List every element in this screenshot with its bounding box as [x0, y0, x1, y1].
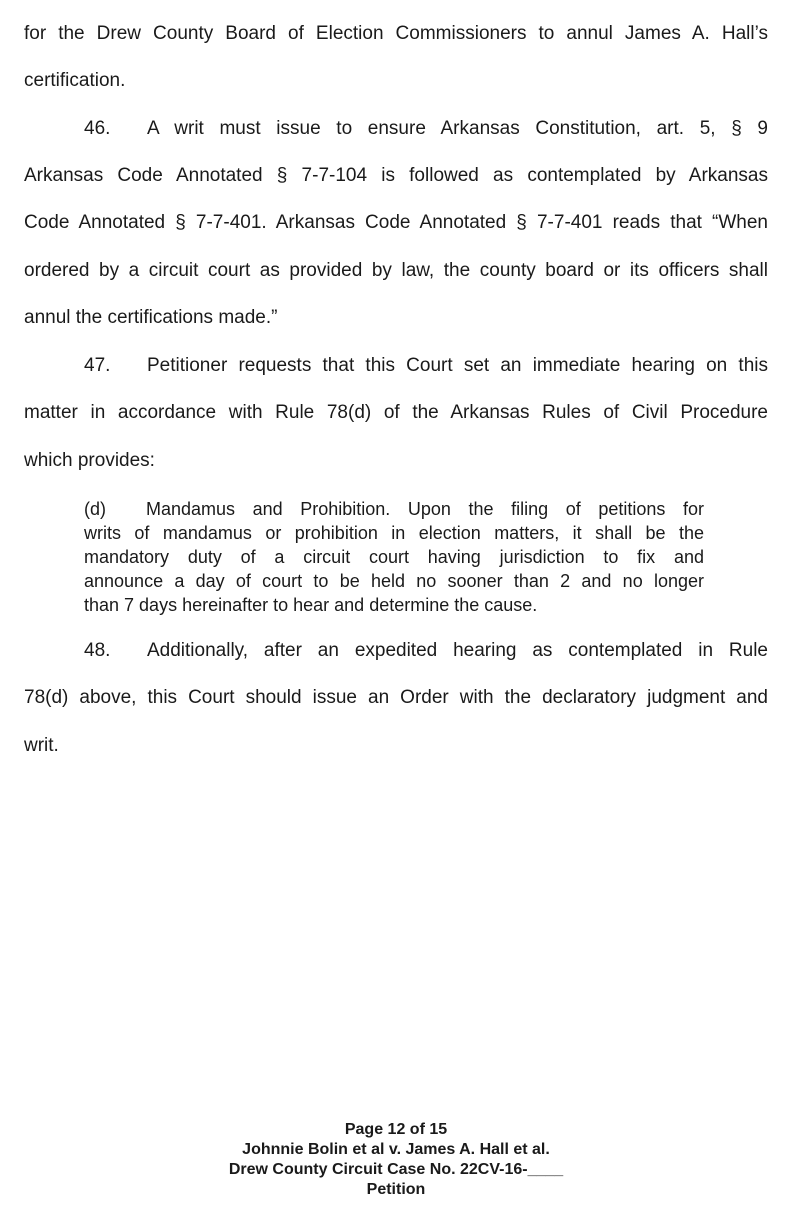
footer-page-number: Page 12 of 15 — [344, 1121, 448, 1138]
quote-line-3: mandatory duty of a circuit court having jurisdiction to fix and — [84, 547, 704, 567]
footer-case-number: Drew County Circuit Case No. 22CV-16-____ — [228, 1161, 564, 1178]
paragraph-48-line-3: writ. — [24, 735, 59, 756]
paragraph-46-line-4: ordered by a circuit court as provided by law, the county board or its officers shall — [24, 260, 768, 281]
quote-line-2: writs of mandamus or prohibition in election matters, it shall be the — [84, 523, 704, 543]
paragraph-48-text: Additionally, after an expedited hearing as contemplated in Rule — [147, 640, 768, 661]
paragraph-47-line-3: which provides: — [24, 450, 155, 471]
quote-label: (d) — [84, 499, 106, 519]
paragraph-48-line-2: 78(d) above, this Court should issue an Order with the declaratory judgment and — [24, 687, 768, 708]
paragraph-46-line-2: Arkansas Code Annotated § 7-7-104 is followed as contemplated by Arkansas — [24, 165, 768, 186]
footer-document-type: Petition — [366, 1181, 426, 1198]
paragraph-46-line-5: annul the certifications made.” — [24, 307, 278, 328]
paragraph-48-line-1 — [24, 639, 768, 663]
body-line-1: for the Drew County Board of Election Commissioners to annul James A. Hall’s — [24, 23, 768, 44]
paragraph-47-text: Petitioner requests that this Court set an immediate hearing on this — [147, 355, 768, 376]
quote-line-4: announce a day of court to be held no sooner than 2 and no longer — [84, 571, 704, 591]
paragraph-46-text: A writ must issue to ensure Arkansas Constitution, art. 5, § 9 — [147, 118, 768, 139]
quote-line-1-text: Mandamus and Prohibition. Upon the filing of petitions for — [146, 499, 704, 519]
body-line-2: certification. — [24, 70, 126, 91]
quote-line-1 — [84, 497, 704, 521]
paragraph-number-46: 46. — [84, 118, 111, 139]
paragraph-47-line-1 — [24, 354, 768, 378]
paragraph-46-line-3: Code Annotated § 7-7-401. Arkansas Code Annotated § 7-7-401 reads that “When — [24, 212, 768, 233]
paragraph-47-line-2: matter in accordance with Rule 78(d) of the Arkansas Rules of Civil Procedure — [24, 402, 768, 423]
paragraph-46-line-1 — [24, 117, 768, 141]
paragraph-number-48: 48. — [84, 640, 111, 661]
quote-line-5: than 7 days hereinafter to hear and determine the cause. — [84, 595, 538, 615]
footer-case-caption: Johnnie Bolin et al v. James A. Hall et al. — [242, 1141, 550, 1158]
paragraph-number-47: 47. — [84, 355, 111, 376]
